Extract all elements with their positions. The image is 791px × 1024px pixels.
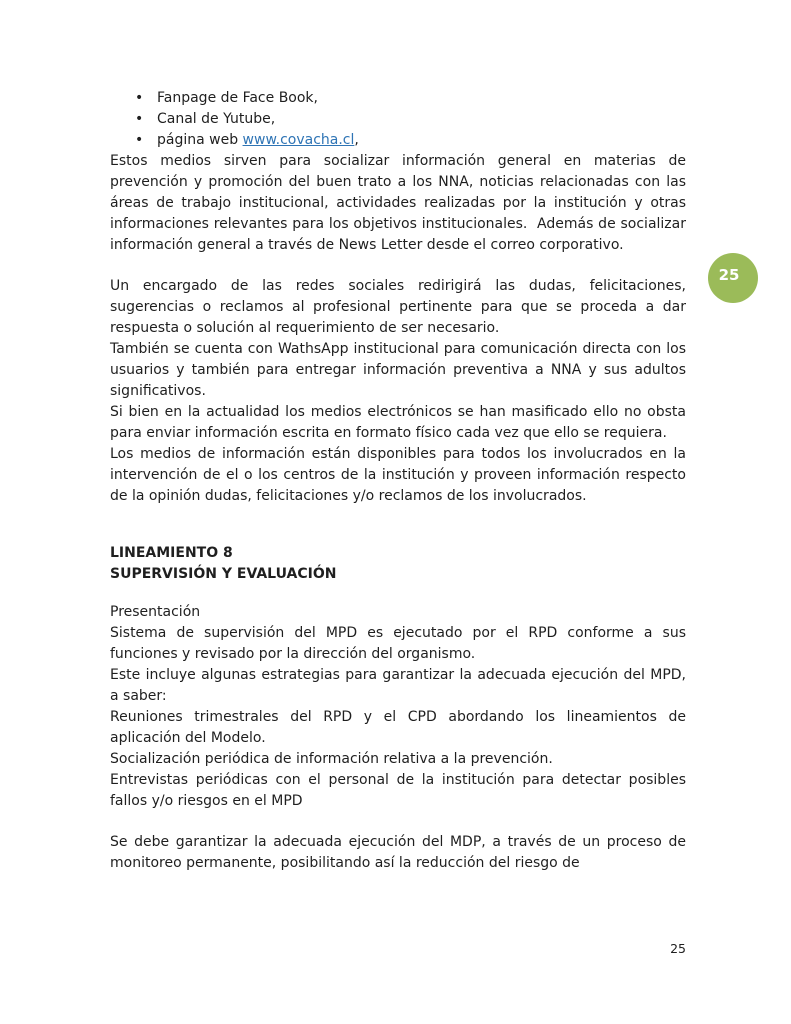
heading-supervision-evaluacion: SUPERVISIÓN Y EVALUACIÓN <box>110 566 337 582</box>
bullet-list <box>110 88 686 151</box>
paragraph-medios-electronicos: Si bien en la actualidad los medios electrónicos se han masificado ello no obsta para enviar información escrita en formato físico cada vez que ello se requiera. <box>110 404 686 441</box>
covacha-website-link[interactable]: www.covacha.cl <box>242 132 355 148</box>
heading-lineamiento-8: LINEAMIENTO 8 <box>110 545 233 561</box>
list-item-youtube <box>157 109 686 130</box>
paragraph-sistema-supervision: Sistema de supervisión del MPD es ejecutado por el RPD conforme a sus funciones y revisado por la dirección del organismo. <box>110 625 686 662</box>
list-item-fanpage <box>157 88 686 109</box>
section-heading <box>110 543 686 585</box>
document-content <box>110 88 686 874</box>
side-badge-number: 25 <box>718 266 740 284</box>
paragraph-socializacion-periodica: Socialización periódica de información relativa a la prevención. <box>110 751 553 767</box>
footer-page-number: 25 <box>670 941 686 956</box>
paragraph-encargado-redes: Un encargado de las redes sociales redirigirá las dudas, felicitaciones, sugerencias o reclamos al profesional pertinente para que se proceda a dar respuesta o solución al requerimiento de ser necesario. <box>110 278 686 336</box>
paragraph-medios-disponibles: Los medios de información están disponibles para todos los involucrados en la intervención de el o los centros de la institución y proveen información respecto de la opinión dudas, felicitaciones y/o reclamos de los involucrados. <box>110 446 686 504</box>
paragraph-estrategias: Este incluye algunas estrategias para garantizar la adecuada ejecución del MPD, a saber: <box>110 667 686 704</box>
bullet-text-suffix: , <box>354 132 359 148</box>
paragraph-medios-socializar: Estos medios sirven para socializar información general en materias de prevención y promoción del buen trato a los NNA, noticias relacionadas con las áreas de trabajo institucional, actividades realizadas por la institución y otras informaciones relevantes para los objetivos institucionales. Además de socializar información general a través de News Letter desde el correo corporativo. <box>110 153 686 253</box>
paragraph-entrevistas-periodicas: Entrevistas periódicas con el personal de la institución para detectar posibles fallos y/o riesgos en el MPD <box>110 772 686 809</box>
paragraph-presentacion: Presentación <box>110 604 201 620</box>
list-item-website <box>157 130 686 151</box>
bullet-text: Fanpage de Face Book, <box>157 90 318 106</box>
bullet-text: Canal de Yutube, <box>157 111 276 127</box>
bullet-text-prefix: página web <box>157 132 243 148</box>
paragraph-garantizar-ejecucion: Se debe garantizar la adecuada ejecución del MDP, a través de un proceso de monitoreo permanente, posibilitando así la reducción del riesgo de <box>110 834 686 871</box>
page-side-badge <box>708 253 758 303</box>
paragraph-whatsapp: También se cuenta con WathsApp institucional para comunicación directa con los usuarios y también para entregar información preventiva a NNA y sus adultos significativos. <box>110 341 686 399</box>
paragraph-reuniones-trimestrales: Reuniones trimestrales del RPD y el CPD abordando los lineamientos de aplicación del Modelo. <box>110 709 686 746</box>
